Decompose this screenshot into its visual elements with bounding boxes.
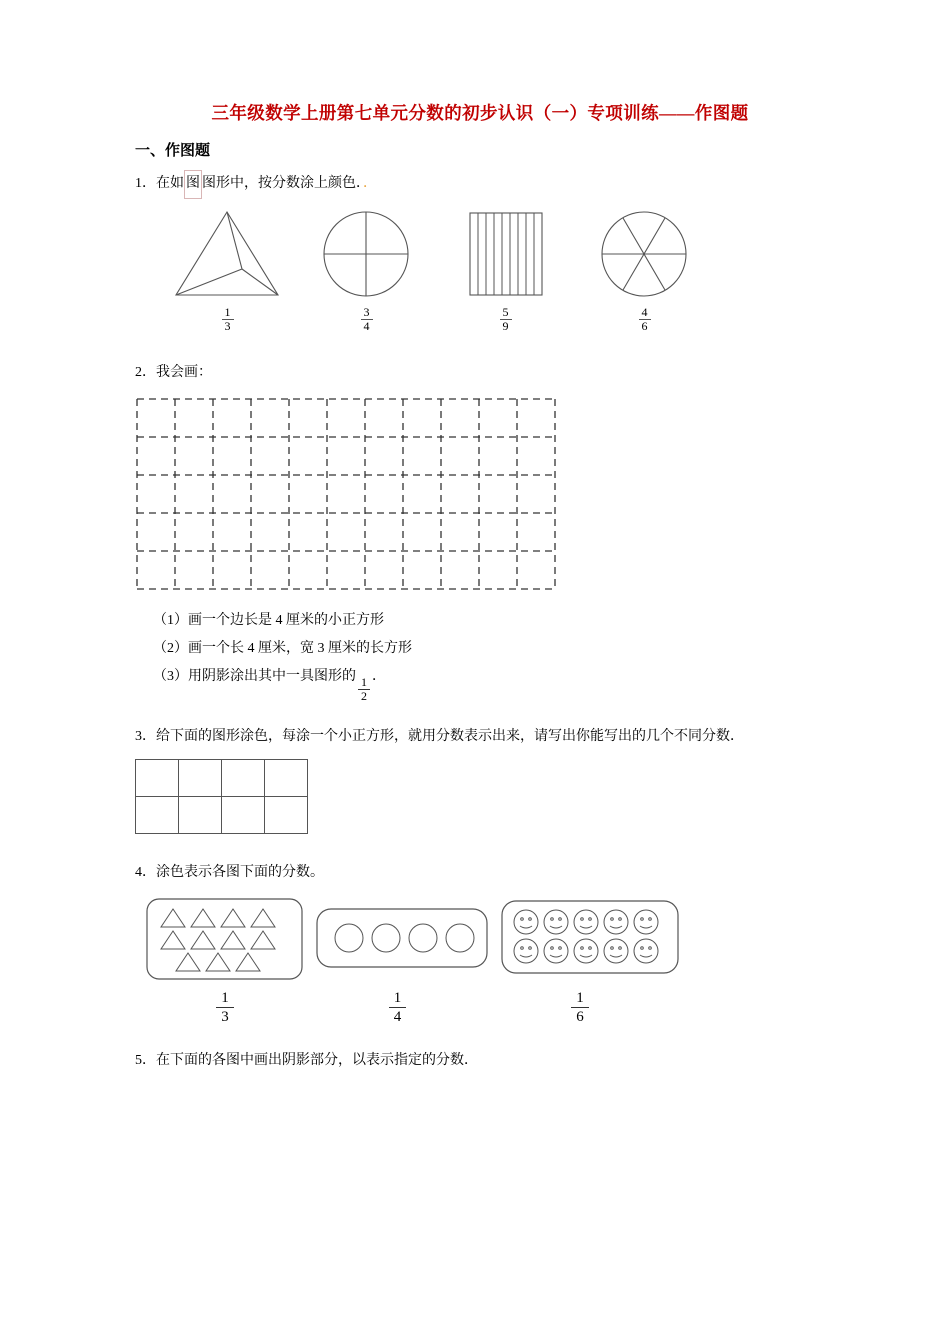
triangles-group-svg xyxy=(145,895,305,983)
table-row xyxy=(136,760,308,797)
figure-circle-quarters xyxy=(309,207,424,335)
question-3-text xyxy=(135,722,825,751)
question-1-trailing-mark: ． xyxy=(363,176,377,191)
question-1-figures xyxy=(170,207,825,335)
grid-cell xyxy=(136,797,179,834)
question-2-subitem-2: （2）画一个长 4 厘米，宽 3 厘米的长方形 xyxy=(153,640,412,656)
question-4-fraction-3-wrap xyxy=(490,989,670,1026)
question-1-text xyxy=(135,170,825,199)
fraction-denominator: 6 xyxy=(641,319,648,334)
question-2-number: 2． xyxy=(135,365,156,381)
question-2 xyxy=(135,360,825,703)
fraction-numerator: 1 xyxy=(358,676,370,690)
question-5 xyxy=(135,1048,825,1075)
fraction-numerator: 3 xyxy=(361,306,373,321)
grid-cell xyxy=(136,760,179,797)
fraction-denominator: 3 xyxy=(224,319,231,334)
section-heading: 一、作图题 xyxy=(135,143,211,159)
question-2-subitem-3-suffix: ． xyxy=(372,668,386,684)
question-1-boxed-char: 图 xyxy=(184,170,202,199)
question-3 xyxy=(135,722,825,834)
fraction-numerator: 1 xyxy=(389,989,407,1008)
figure-triangle-thirds xyxy=(170,207,285,335)
figure-square-ninths-fraction xyxy=(500,306,512,335)
question-4-fraction-3 xyxy=(571,989,589,1026)
question-1-number: 1． xyxy=(135,176,156,191)
fraction-denominator: 6 xyxy=(576,1008,584,1025)
question-4-number: 4． xyxy=(135,865,156,881)
fraction-denominator: 4 xyxy=(363,319,370,334)
question-3-number: 3． xyxy=(135,728,156,744)
question-5-number: 5． xyxy=(135,1052,156,1068)
grid-cell xyxy=(265,797,308,834)
fraction-denominator: 4 xyxy=(393,1008,402,1025)
question-4 xyxy=(135,860,825,1026)
grid-cell xyxy=(222,797,265,834)
grid-cell xyxy=(222,760,265,797)
grid-cell xyxy=(179,797,222,834)
question-4-label: 涂色表示各图下面的分数。 xyxy=(156,865,324,881)
figure-circle-sixths-fraction xyxy=(639,306,651,335)
fraction-numerator: 4 xyxy=(639,306,651,321)
fraction-numerator: 5 xyxy=(500,306,512,321)
question-2-dashed-grid xyxy=(135,397,825,595)
question-2-subitem-3-prefix: （3）用阴影涂出其中一具图形的 xyxy=(153,668,356,684)
question-5-label: 在下面的各图中画出阴影部分，以表示指定的分数． xyxy=(156,1052,478,1068)
document-content xyxy=(135,100,825,1074)
question-2-subitem-3 xyxy=(153,663,825,704)
question-2-subitem-3-fraction xyxy=(358,676,370,704)
square-ninths-svg xyxy=(448,207,563,302)
figure-circle-sixths xyxy=(587,207,702,335)
question-4-groups xyxy=(145,895,825,983)
question-2-label: 我会画： xyxy=(156,365,212,381)
question-4-text xyxy=(135,860,825,887)
question-5-text xyxy=(135,1048,825,1075)
page-title: 三年级数学上册第七单元分数的初步认识（一）专项训练——作图题 xyxy=(211,103,749,123)
question-3-label: 给下面的图形涂色，每涂一个小正方形，就用分数表示出来，请写出你能写出的几个不同分数． xyxy=(156,728,744,744)
grid-cell xyxy=(179,760,222,797)
question-1 xyxy=(135,170,825,334)
fraction-denominator: 3 xyxy=(221,1008,229,1025)
grid-cell xyxy=(265,760,308,797)
fraction-numerator: 1 xyxy=(222,306,234,321)
question-2-subitem-1: （1）画一个边长是 4 厘米的小正方形 xyxy=(153,612,384,628)
question-4-fractions xyxy=(145,989,825,1026)
question-3-grid xyxy=(135,759,308,834)
circle-quarters-svg xyxy=(309,207,424,302)
table-row xyxy=(136,797,308,834)
figure-square-ninths xyxy=(448,207,563,335)
question-4-fraction-2-wrap xyxy=(305,989,490,1026)
question-1-text-after: 图形中，按分数涂上颜色． xyxy=(202,176,363,191)
figure-circle-quarters-fraction xyxy=(361,306,373,335)
question-4-fraction-1 xyxy=(216,989,234,1026)
circles-group-svg xyxy=(315,895,490,983)
question-2-text xyxy=(135,360,825,387)
triangle-thirds-svg xyxy=(170,207,285,302)
question-4-fraction-2 xyxy=(389,989,407,1026)
fraction-denominator: 9 xyxy=(502,319,509,334)
faces-group-svg xyxy=(500,895,680,983)
figure-triangle-fraction xyxy=(222,306,234,335)
fraction-denominator: 2 xyxy=(361,689,367,704)
circle-sixths-svg xyxy=(587,207,702,302)
dashed-grid-svg xyxy=(135,397,557,595)
fraction-numerator: 1 xyxy=(571,989,589,1008)
fraction-numerator: 1 xyxy=(216,989,234,1008)
question-1-text-before: 在如 xyxy=(156,176,184,191)
question-4-fraction-1-wrap xyxy=(145,989,305,1026)
